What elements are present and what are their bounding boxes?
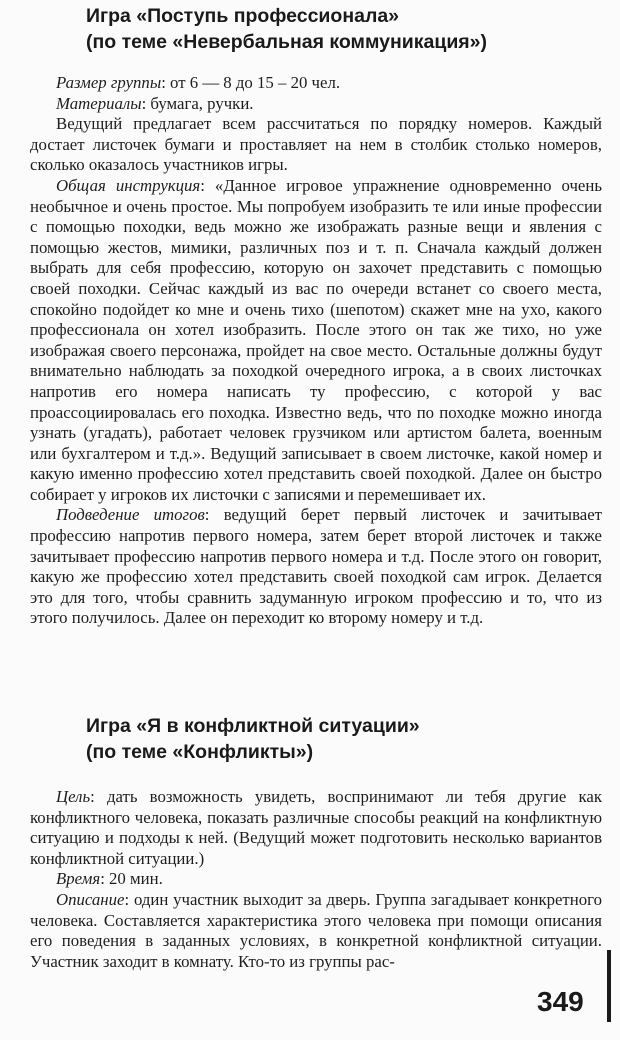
description-text: : один участник выходит за дверь. Группа загадывает конкретного человека. Составляется характеристика этого человека при помощи описания его поведения в заданных условиях, в конкретной конфликтной ситуации. Участник заходит в комнату. Кто-то из группы рас- — [30, 889, 602, 971]
section2-title-line1: Игра «Я в конфликтной ситуации» — [86, 715, 420, 737]
section2-title-line2: (по теме «Конфликты») — [86, 741, 314, 763]
materials-line — [30, 94, 602, 115]
materials-value: : бумага, ручки. — [141, 93, 254, 113]
time-label: Время — [56, 869, 101, 889]
section2-title — [86, 713, 420, 765]
results-label: Подведение итогов — [56, 505, 205, 525]
instruction-text: : «Данное игровое упражнение одновременно очень необычное и очень простое. Мы попробуем изобразить те или иные профессии с помощью походки, ведь можно же изображать разные вещи и явления с помощью жестов, мимики, различных поз и т. п. Сначала каждый должен выбрать для себя профессию, которую он захочет представить с помощью своей походки. Сейчас каждый из вас по очереди встанет со своего места, спокойно подойдет ко мне и очень тихо (шепотом) скажет мне на ухо, какого профессионала он хотел изобразить. После этого он так же тихо, но уже изображая своего персонажа, пройдет на свое место. Остальные должны будут внимательно наблюдать за походкой очередного игрока, а в своих листочках напротив его номера написать ту профессию, с которой у вас проассоциировалась его походка. Известно ведь, что по походке можно иногда узнать (угадать), работает человек грузчиком или артистом балета, военным или бухгалтером и т.д.». Ведущий записывает в своем листочке, какой номер и какую именно профессию хотел представить своей походкой. Далее он быстро собирает у игроков их листочки с записями и перемешивает их. — [30, 175, 602, 504]
results-paragraph — [30, 505, 602, 629]
intro-paragraph: Ведущий предлагает всем рассчитаться по порядку номеров. Каждый достает листочек бумаги и проставляет на нем в столбик столько номеров, сколько оказалось участников игры. — [30, 114, 602, 175]
section1-title-line2: (по теме «Невербальная коммуникация») — [86, 31, 488, 53]
group-size-line — [30, 73, 602, 94]
group-size-value: : от 6 — 8 до 15 – 20 чел. — [161, 73, 341, 92]
page-edge-rule — [607, 950, 611, 1022]
goal-paragraph — [30, 787, 602, 869]
instruction-label: Общая инструкция — [56, 175, 201, 195]
section1-title — [86, 3, 487, 55]
section2-body — [30, 787, 602, 972]
section1-title-line1: Игра «Поступь профессионала» — [86, 5, 400, 27]
goal-text: : дать возможность увидеть, воспринимают ли тебя другие как конфликтного человека, показать различные способы реакций на конфликтную ситуацию и подходы к ней. (Ведущий может подготовить несколько вариантов конфликтной ситуации.) — [30, 787, 602, 868]
description-paragraph — [30, 890, 602, 972]
description-label: Описание — [56, 889, 125, 909]
goal-label: Цель — [56, 787, 91, 806]
page-number: 349 — [537, 986, 584, 1017]
time-value: : 20 мин. — [100, 869, 163, 889]
time-line — [30, 869, 602, 890]
materials-label: Материалы — [56, 93, 142, 113]
results-text: : ведущий берет первый листочек и зачитывает профессию напротив первого номера, затем берет второй листочек и также зачитывает профессию напротив первого номера и т.д. После этого он говорит, какую же профессию хотел представить своей походкой сам игрок. Делается это для того, чтобы сравнить задуманную игроком профессию и то, что из этого получилось. Далее он переходит ко второму номеру и т.д. — [30, 505, 602, 628]
group-size-label: Размер группы — [56, 73, 162, 92]
section1-body — [30, 73, 602, 629]
instruction-paragraph — [30, 176, 602, 506]
